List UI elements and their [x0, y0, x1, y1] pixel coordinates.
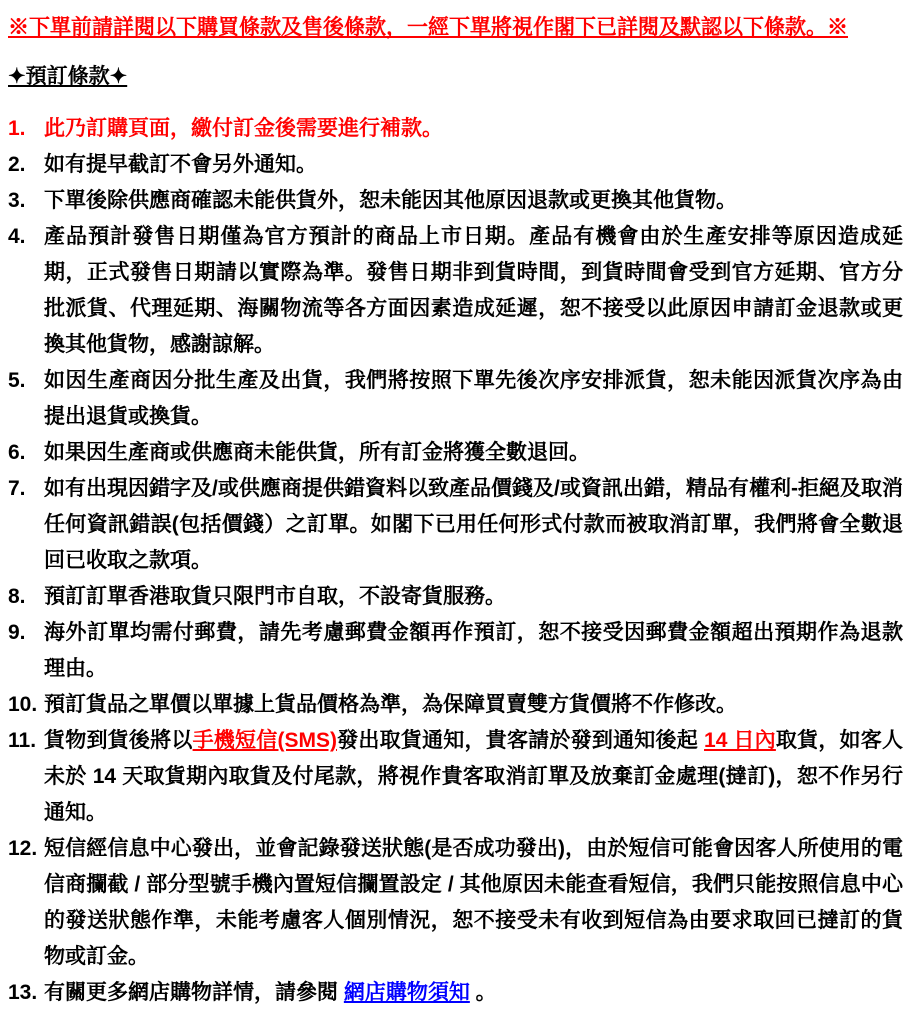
- term-text: 短信經信息中心發出，並會記錄發送狀態(是否成功發出)，由於短信可能會因客人所使用的電信商攔截 / 部分型號手機內置短信攔置設定 / 其他原因未能查看短信，我們只能按照信息中心的發送狀態作準，未能考慮客人個別情況，恕不接受未有收到短信為由要求取回已撻訂的貨物或訂金。: [44, 837, 903, 968]
- term-number: 3.: [8, 189, 26, 212]
- term-number: 10.: [8, 693, 38, 716]
- term-text-segment: 發出取貨通知，貴客請於發到通知後起: [336, 729, 705, 752]
- term-item-2: [8, 147, 903, 183]
- term-number: 4.: [8, 225, 26, 248]
- term-number: 1.: [8, 117, 26, 140]
- term-text-segment: 貨物到貨後將以: [44, 729, 193, 752]
- term-number: 5.: [8, 369, 26, 392]
- term-text: 海外訂單均需付郵費，請先考慮郵費金額再作預訂，恕不接受因郵費金額超出預期作為退款理由。: [44, 621, 903, 680]
- term-item-3: [8, 183, 903, 219]
- shop-guide-link[interactable]: 網店購物須知: [343, 981, 470, 1004]
- term-text-segment: 有關更多網店購物詳情，請參閱: [44, 981, 344, 1004]
- sms-highlight: 手機短信(SMS): [192, 729, 337, 752]
- term-number: 13.: [8, 981, 38, 1004]
- pickup-deadline-highlight: 14 日內: [704, 729, 776, 752]
- term-number: 7.: [8, 477, 26, 500]
- term-number: 9.: [8, 621, 26, 644]
- term-number: 8.: [8, 585, 26, 608]
- purchase-notice-heading: ※下單前請詳閱以下購買條款及售後條款，一經下單將視作閣下已詳閱及默認以下條款。※: [8, 16, 848, 39]
- term-item-7: [8, 471, 903, 579]
- term-text: 此乃訂購頁面，繳付訂金後需要進行補款。: [44, 117, 443, 140]
- term-text: 如果因生產商或供應商未能供貨，所有訂金將獲全數退回。: [44, 441, 590, 464]
- term-text: [44, 723, 903, 831]
- term-item-5: [8, 363, 903, 435]
- term-item-1: [8, 111, 903, 147]
- term-text: 如因生產商因分批生產及出貨，我們將按照下單先後次序安排派貨，恕未能因派貨次序為由提出退貨或換貨。: [44, 369, 903, 428]
- term-item-13: [8, 975, 903, 1011]
- term-text: [44, 975, 903, 1011]
- term-number: 6.: [8, 441, 26, 464]
- term-item-10: [8, 687, 903, 723]
- term-number: 11.: [8, 729, 37, 752]
- term-item-6: [8, 435, 903, 471]
- term-text: 如有提早截訂不會另外通知。: [44, 153, 317, 176]
- term-item-11: [8, 723, 903, 831]
- terms-list: [8, 111, 903, 1011]
- term-item-9: [8, 615, 903, 687]
- term-text: 預訂訂單香港取貨只限門市自取，不設寄貨服務。: [44, 585, 506, 608]
- term-text-segment: 。: [469, 981, 497, 1004]
- term-text: 下單後除供應商確認未能供貨外，恕未能因其他原因退款或更換其他貨物。: [44, 189, 737, 212]
- term-item-12: [8, 831, 903, 975]
- term-number: 12.: [8, 837, 38, 860]
- term-text: 產品預計發售日期僅為官方預計的商品上市日期。產品有機會由於生產安排等原因造成延期，正式發售日期請以實際為準。發售日期非到貨時間，到貨時間會受到官方延期、官方分批派貨、代理延期、海關物流等各方面因素造成延遲，恕不接受以此原因申請訂金退款或更換其他貨物，感謝諒解。: [44, 225, 903, 356]
- term-text-segment: 取貨，如客人未於 14 天取貨期內取貨及付尾款，將視作貴客取消訂單及放棄訂金處理(撻訂)，恕不作另行通知。: [44, 729, 904, 824]
- term-text: 預訂貨品之單價以單據上貨品價格為準，為保障買賣雙方貨價將不作修改。: [44, 693, 737, 716]
- term-item-8: [8, 579, 903, 615]
- term-text: 如有出現因錯字及/或供應商提供錯資料以致產品價錢及/或資訊出錯，精品有權利-拒絕及取消任何資訊錯誤(包括價錢）之訂單。如閣下已用任何形式付款而被取消訂單，我們將會全數退回已收取之款項。: [44, 477, 903, 572]
- term-item-4: [8, 219, 903, 363]
- term-number: 2.: [8, 153, 26, 176]
- section-title-preorder-terms: ✦預訂條款✦: [8, 65, 128, 88]
